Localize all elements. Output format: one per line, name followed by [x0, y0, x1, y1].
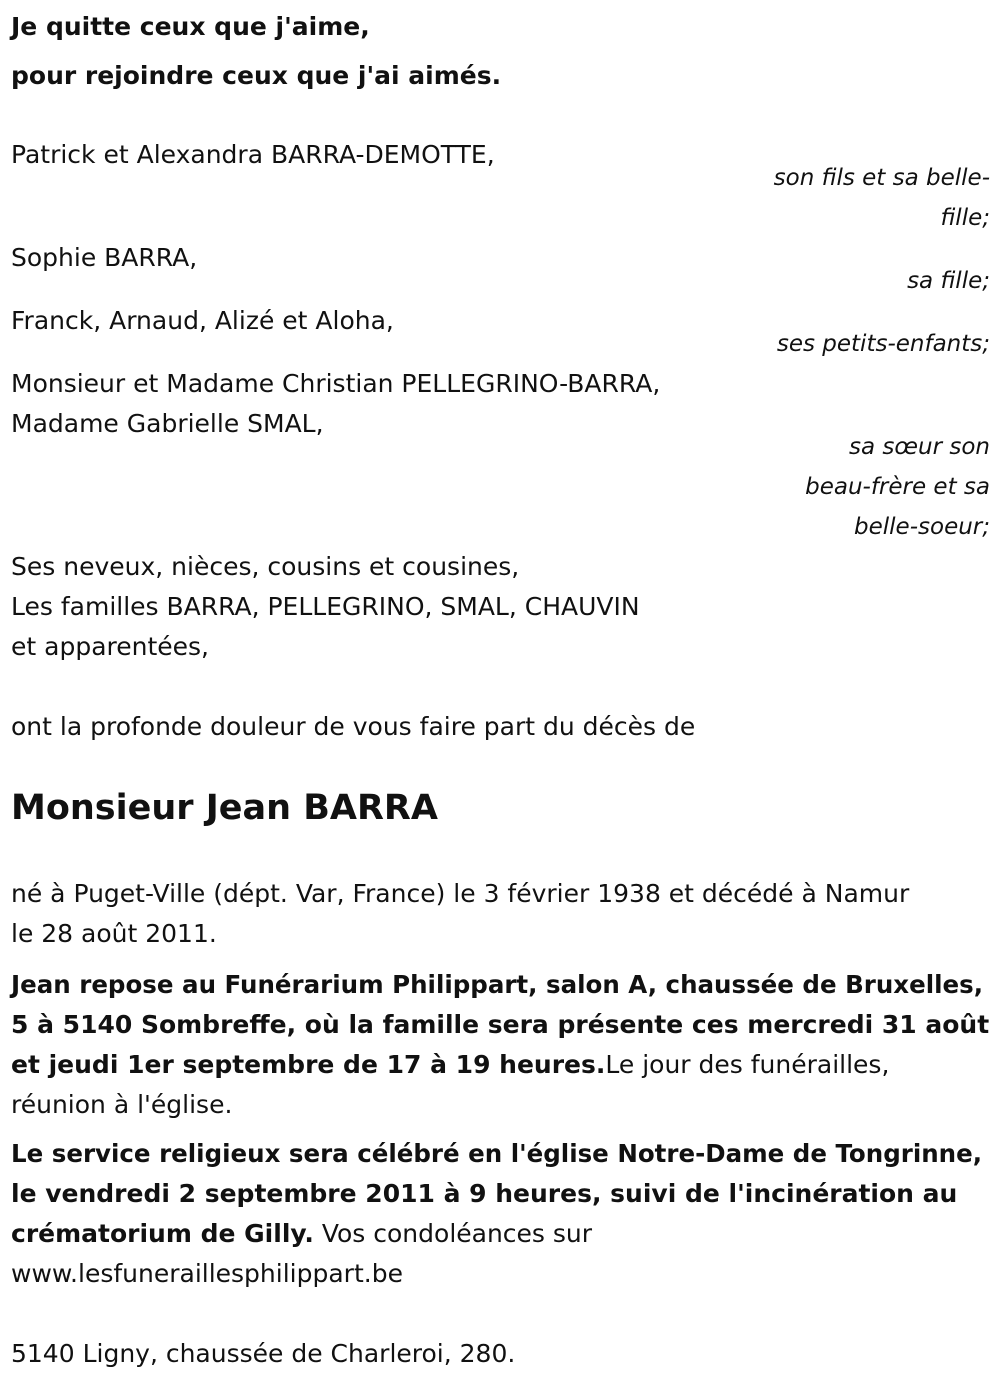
- family-names-3: Franck, Arnaud, Alizé et Aloha,: [11, 306, 394, 335]
- address: 5140 Ligny, chaussée de Charleroi, 280.: [11, 1339, 516, 1368]
- relatives-line-2: Les familles BARRA, PELLEGRINO, SMAL, CHAUVIN: [11, 592, 640, 621]
- viewing-line-2: 5 à 5140 Sombreffe, où la famille sera présente ces mercredi 31 août: [11, 1010, 990, 1039]
- relation-4a: sa sœur son: [849, 434, 990, 460]
- relatives-line-1: Ses neveux, nièces, cousins et cousines,: [11, 552, 520, 581]
- family-names-2: Sophie BARRA,: [11, 243, 198, 272]
- relation-3: ses petits-enfants;: [776, 331, 990, 357]
- service-line-1: Le service religieux sera célébré en l'église Notre-Dame de Tongrinne,: [11, 1139, 983, 1168]
- birth-death-line-1: né à Puget-Ville (dépt. Var, France) le 3 février 1938 et décédé à Namur: [11, 879, 910, 908]
- service-line-3: [11, 1214, 592, 1254]
- epigraph-line-2: pour rejoindre ceux que j'ai aimés.: [11, 61, 502, 90]
- service-line-2: le vendredi 2 septembre 2011 à 9 heures, suivi de l'incinération au: [11, 1179, 958, 1208]
- viewing-bold-end: et jeudi 1er septembre de 17 à 19 heures.: [11, 1050, 606, 1079]
- website: www.lesfuneraillesphilippart.be: [11, 1259, 403, 1288]
- viewing-line-4: réunion à l'église.: [11, 1090, 233, 1119]
- family-names-4a: Monsieur et Madame Christian PELLEGRINO-BARRA,: [11, 369, 661, 398]
- relation-2: sa fille;: [907, 268, 990, 294]
- viewing-tail: Le jour des funérailles,: [605, 1050, 890, 1079]
- birth-death-line-2: le 28 août 2011.: [11, 919, 217, 948]
- epigraph-line-1: Je quitte ceux que j'aime,: [11, 12, 370, 41]
- relatives-line-3: et apparentées,: [11, 632, 209, 661]
- relation-4b: beau-frère et sa: [805, 474, 990, 500]
- family-names-4b: Madame Gabrielle SMAL,: [11, 409, 324, 438]
- deceased-name: Monsieur Jean BARRA: [11, 788, 438, 828]
- announcement: ont la profonde douleur de vous faire part du décès de: [11, 712, 696, 741]
- viewing-line-1: Jean repose au Funérarium Philippart, salon A, chaussée de Bruxelles,: [11, 970, 984, 999]
- relation-1b: fille;: [940, 205, 990, 231]
- viewing-line-3: [11, 1045, 889, 1085]
- relation-4c: belle-soeur;: [854, 514, 990, 540]
- relation-1a: son fils et sa belle-: [773, 165, 990, 191]
- family-names-1: Patrick et Alexandra BARRA-DEMOTTE,: [11, 140, 495, 169]
- service-bold-end: crématorium de Gilly.: [11, 1219, 314, 1248]
- service-tail: Vos condoléances sur: [313, 1219, 593, 1248]
